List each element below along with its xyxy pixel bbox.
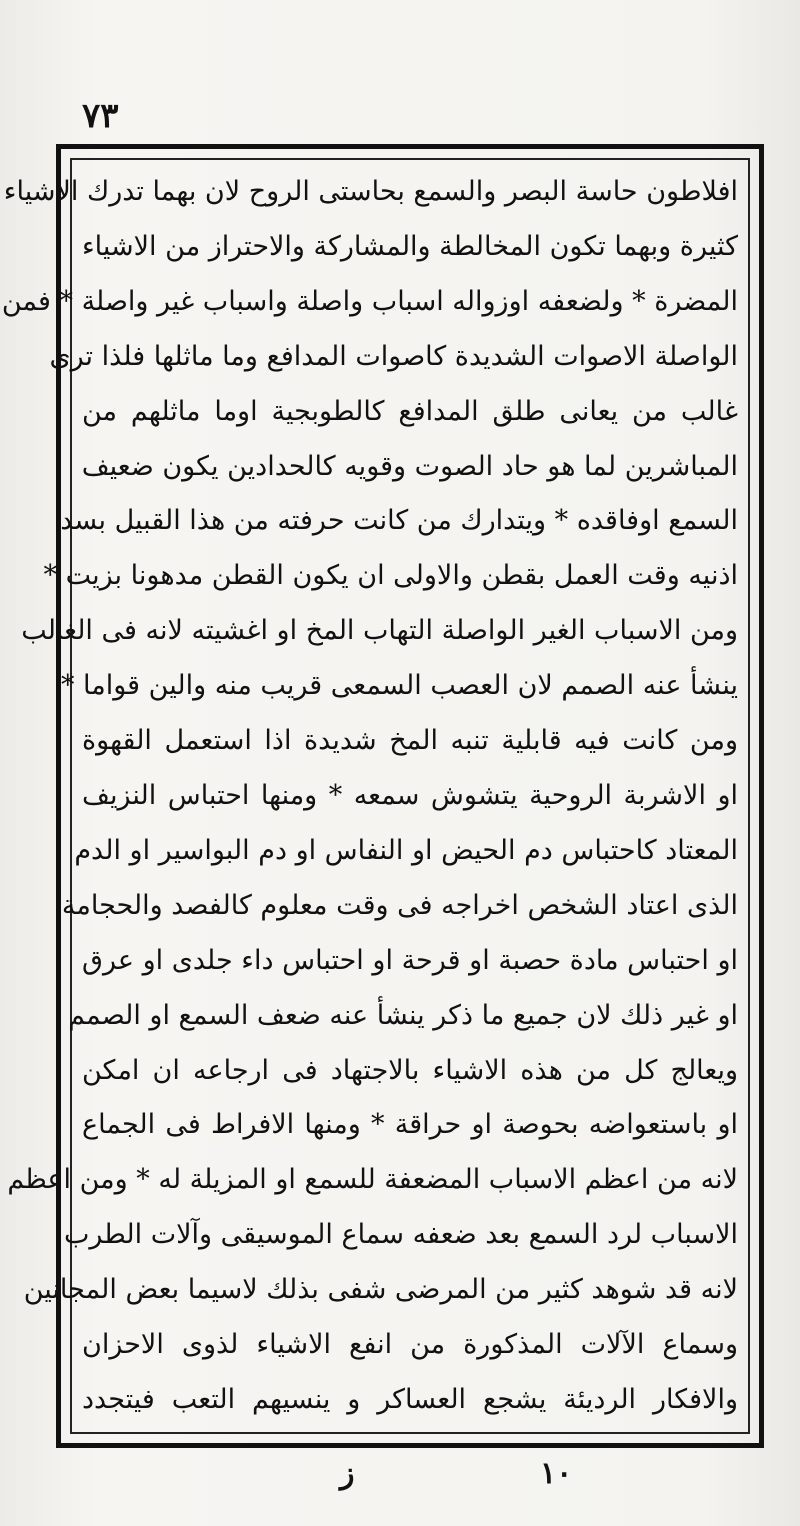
- text-line: ينشأ عنه الصمم لان العصب السمعى قريب منه والين قواما *: [60, 670, 738, 702]
- text-line: المضرة * ولضعفه اوزواله اسباب واصلة واسباب غير واصلة * فمن: [1, 285, 738, 317]
- text-line: الذى اعتاد الشخص اخراجه فى وقت معلوم كالفصد والحجامة: [61, 889, 738, 921]
- text-line: لانه من اعظم الاسباب المضعفة للسمع او المزيلة له * ومن اعظم: [7, 1164, 738, 1196]
- text-line: الواصلة الاصوات الشديدة كاصوات المدافع وما ماثلها فلذا ترى: [49, 340, 738, 372]
- text-line: المعتاد كاحتباس دم الحيض او النفاس او دم البواسير او الدم: [74, 834, 738, 866]
- text-line: المباشرين لما هو حاد الصوت وقويه كالحدادين يكون ضعيف: [81, 450, 738, 482]
- text-line: افلاطون حاسة البصر والسمع بحاستى الروح لان بهما تدرك الاشياء: [3, 176, 738, 207]
- text-line: او الاشربة الروحية يتشوش سمعه * ومنها احتباس النزيف: [82, 779, 738, 811]
- text-line: غالب من يعانى طلق المدافع كالطوبجية اوما ماثلهم من: [82, 395, 738, 427]
- signature-mark: ز: [340, 1456, 355, 1491]
- text-line: او احتباس مادة حصبة او قرحة او احتباس داء جلدى او عرق: [82, 944, 738, 976]
- text-frame-inner-border: [1, 158, 750, 1434]
- text-line: ومن كانت فيه قابلية تنبه المخ شديدة اذا استعمل القهوة: [82, 725, 738, 757]
- text-line: او غير ذلك لان جميع ما ذكر ينشأ عنه ضعف السمع او الصمم: [68, 999, 738, 1031]
- text-line: السمع اوفاقده * ويتدارك من كانت حرفته من هذا القبيل بسد: [60, 505, 738, 537]
- text-frame-outer-border: [1, 144, 764, 1448]
- text-line: ومن الاسباب الغير الواصلة التهاب المخ او اغشيته لانه فى الغالب: [21, 615, 738, 647]
- text-line: والافكار الرديئة يشجع العساكر و ينسيهم التعب فيتجدد: [82, 1383, 738, 1415]
- text-line: لانه قد شوهد كثير من المرضى شفى بذلك لاسيما بعض المجانين: [23, 1274, 738, 1306]
- text-line: كثيرة وبهما تكون المخالطة والمشاركة والاحتراز من الاشياء: [81, 230, 738, 262]
- text-line: ويعالج كل من هذه الاشياء بالاجتهاد فى ارجاعه ان امكن: [82, 1054, 738, 1086]
- text-line: اذنيه وقت العمل بقطن والاولى ان يكون القطن مدهونا بزيت *: [43, 560, 738, 592]
- sheet-number: ١٠: [540, 1456, 573, 1491]
- text-line: او باستعواضه بحوصة او حراقة * ومنها الافراط فى الجماع: [82, 1109, 738, 1141]
- body-text-block: [1, 170, 738, 1422]
- text-line: الاسباب لرد السمع بعد ضعفه سماع الموسيقى وآلات الطرب: [63, 1219, 738, 1251]
- page-number: ٧٣: [82, 96, 119, 136]
- text-line: وسماع الآلات المذكورة من انفع الاشياء لذوى الاحزان: [82, 1329, 738, 1361]
